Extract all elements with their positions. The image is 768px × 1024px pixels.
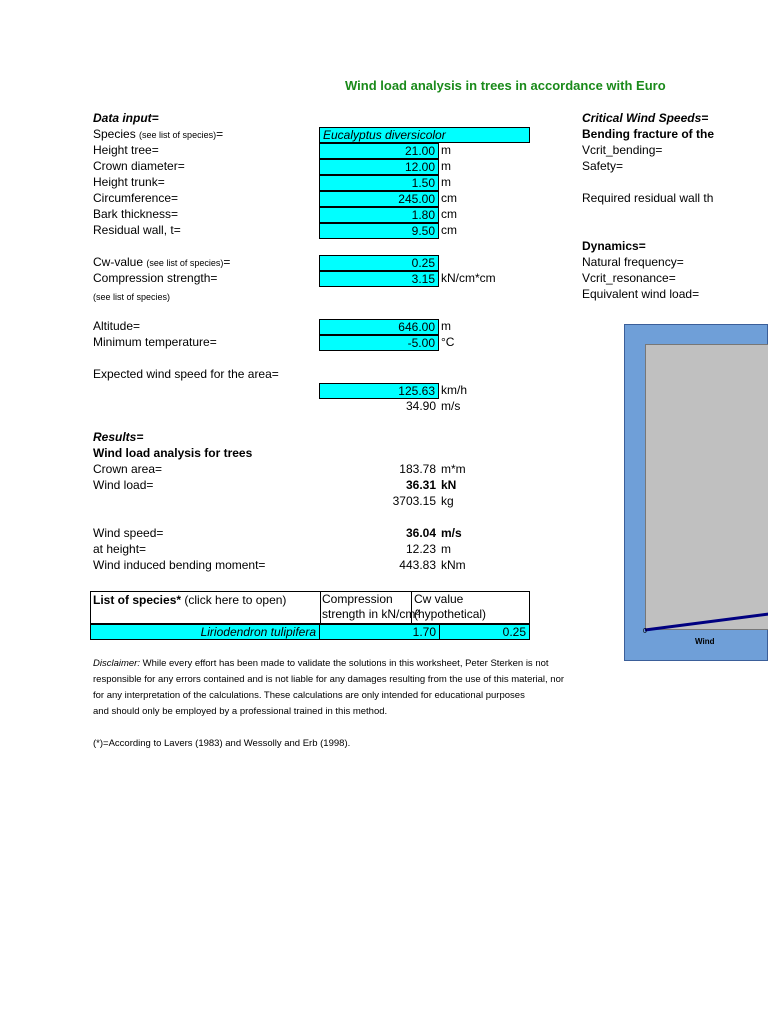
disclaimer-line-1: Disclaimer: While every effort has been made to validate the solutions in this worksheet, Peter Sterken is not [93,658,549,669]
circumference-label: Circumference= [93,191,179,205]
cw-value-label: Cw-value (see list of species)= [93,255,231,269]
circumference-unit: cm [441,191,457,205]
cw-column-header: Cw value (hypothetical) [414,592,487,621]
crown-area-unit: m*m [441,462,466,476]
crown-diameter-input[interactable]: 12.00 [319,159,439,175]
disclaimer-line-4: and should only be employed by a professional trained in this method. [93,706,388,717]
natural-frequency-label: Natural frequency= [582,255,684,269]
at-height-value: 12.23 [405,542,436,556]
residual-wall-label: Residual wall, t= [93,223,181,237]
height-trunk-input[interactable]: 1.50 [319,175,439,191]
required-wall-label: Required residual wall th [582,191,714,205]
crown-diameter-unit: m [441,159,451,173]
at-height-unit: m [441,542,451,556]
wind-speed-label: Wind speed= [93,526,164,540]
bending-heading: Bending fracture of the [582,127,715,141]
species-compression-value: 1.70 [319,624,440,640]
critical-heading: Critical Wind Speeds= [582,111,709,125]
chart-axis-label: Wind [695,637,715,646]
height-tree-unit: m [441,143,451,157]
vcrit-bending-label: Vcrit_bending= [582,143,663,157]
height-trunk-label: Height trunk= [93,175,165,189]
footnote: (*)=According to Lavers (1983) and Wessolly and Erb (1998). [93,738,351,749]
dynamics-heading: Dynamics= [582,239,646,253]
at-height-label: at height= [93,542,147,556]
wind-speed-area-input[interactable]: 125.63 [319,383,439,399]
page-title: Wind load analysis in trees in accordance with Euro [345,78,666,93]
species-input[interactable]: Eucalyptus diversicolor [319,127,530,143]
wind-load-label: Wind load= [93,478,154,492]
bending-moment-value: 443.83 [399,558,436,572]
wind-chart [624,324,768,661]
residual-wall-unit: cm [441,223,457,237]
bark-thickness-unit: cm [441,207,457,221]
bending-moment-label: Wind induced bending moment= [93,558,266,572]
bark-thickness-input[interactable]: 1.80 [319,207,439,223]
species-table-header [90,591,530,624]
compression-unit: kN/cm*cm [441,271,496,285]
wind-speed-unit: m/s [441,526,462,540]
crown-area-label: Crown area= [93,462,163,476]
data-input-heading: Data input= [93,111,159,125]
equivalent-load-label: Equivalent wind load= [582,287,700,301]
height-trunk-unit: m [441,175,451,189]
min-temp-label: Minimum temperature= [93,335,217,349]
height-tree-label: Height tree= [93,143,159,157]
wind-speed-value: 36.04 [405,526,436,540]
vcrit-resonance-label: Vcrit_resonance= [582,271,676,285]
wind-speed-area-unit-ms: m/s [441,399,461,413]
results-heading: Results= [93,430,144,444]
cw-value-input[interactable]: 0.25 [319,255,439,271]
svg-text:0: 0 [643,628,647,635]
bending-moment-unit: kNm [441,558,466,572]
chart-line [625,325,768,662]
height-tree-input[interactable]: 21.00 [319,143,439,159]
wind-load-value: 36.31 [405,478,436,492]
species-select[interactable]: Liriodendron tulipifera [90,624,320,640]
crown-diameter-label: Crown diameter= [93,159,185,173]
disclaimer-line-3: for any interpretation of the calculations. These calculations are only intended for educational purposes [93,690,525,701]
compression-input[interactable]: 3.15 [319,271,439,287]
crown-area-value: 183.78 [399,462,436,476]
compression-column-header: Compression strength in kN/cm² [322,592,420,621]
species-list-link[interactable]: List of species* (click here to open) [93,593,287,607]
wind-load-kg-unit: kg [441,494,454,508]
wind-speed-area-unit-kmh: km/h [441,383,468,397]
min-temp-input[interactable]: -5.00 [319,335,439,351]
circumference-input[interactable]: 245.00 [319,191,439,207]
altitude-unit: m [441,319,451,333]
species-cw-value: 0.25 [439,624,530,640]
species-label: Species (see list of species)= [93,127,224,141]
safety-label: Safety= [582,159,624,173]
disclaimer-line-2: responsible for any errors contained and is not liable for any damages resulting from the use of this material, nor [93,674,565,685]
compression-label: Compression strength= [93,271,218,285]
wind-load-kg-value: 3703.15 [392,494,436,508]
altitude-input[interactable]: 646.00 [319,319,439,335]
compression-hint: (see list of species) [93,292,171,302]
altitude-label: Altitude= [93,319,141,333]
results-subheading: Wind load analysis for trees [93,446,253,460]
min-temp-unit: °C [441,335,455,349]
wind-speed-area-ms: 34.90 [405,399,436,413]
bark-thickness-label: Bark thickness= [93,207,179,221]
wind-load-unit: kN [441,478,457,492]
residual-wall-input[interactable]: 9.50 [319,223,439,239]
wind-speed-area-label: Expected wind speed for the area= [93,367,279,381]
